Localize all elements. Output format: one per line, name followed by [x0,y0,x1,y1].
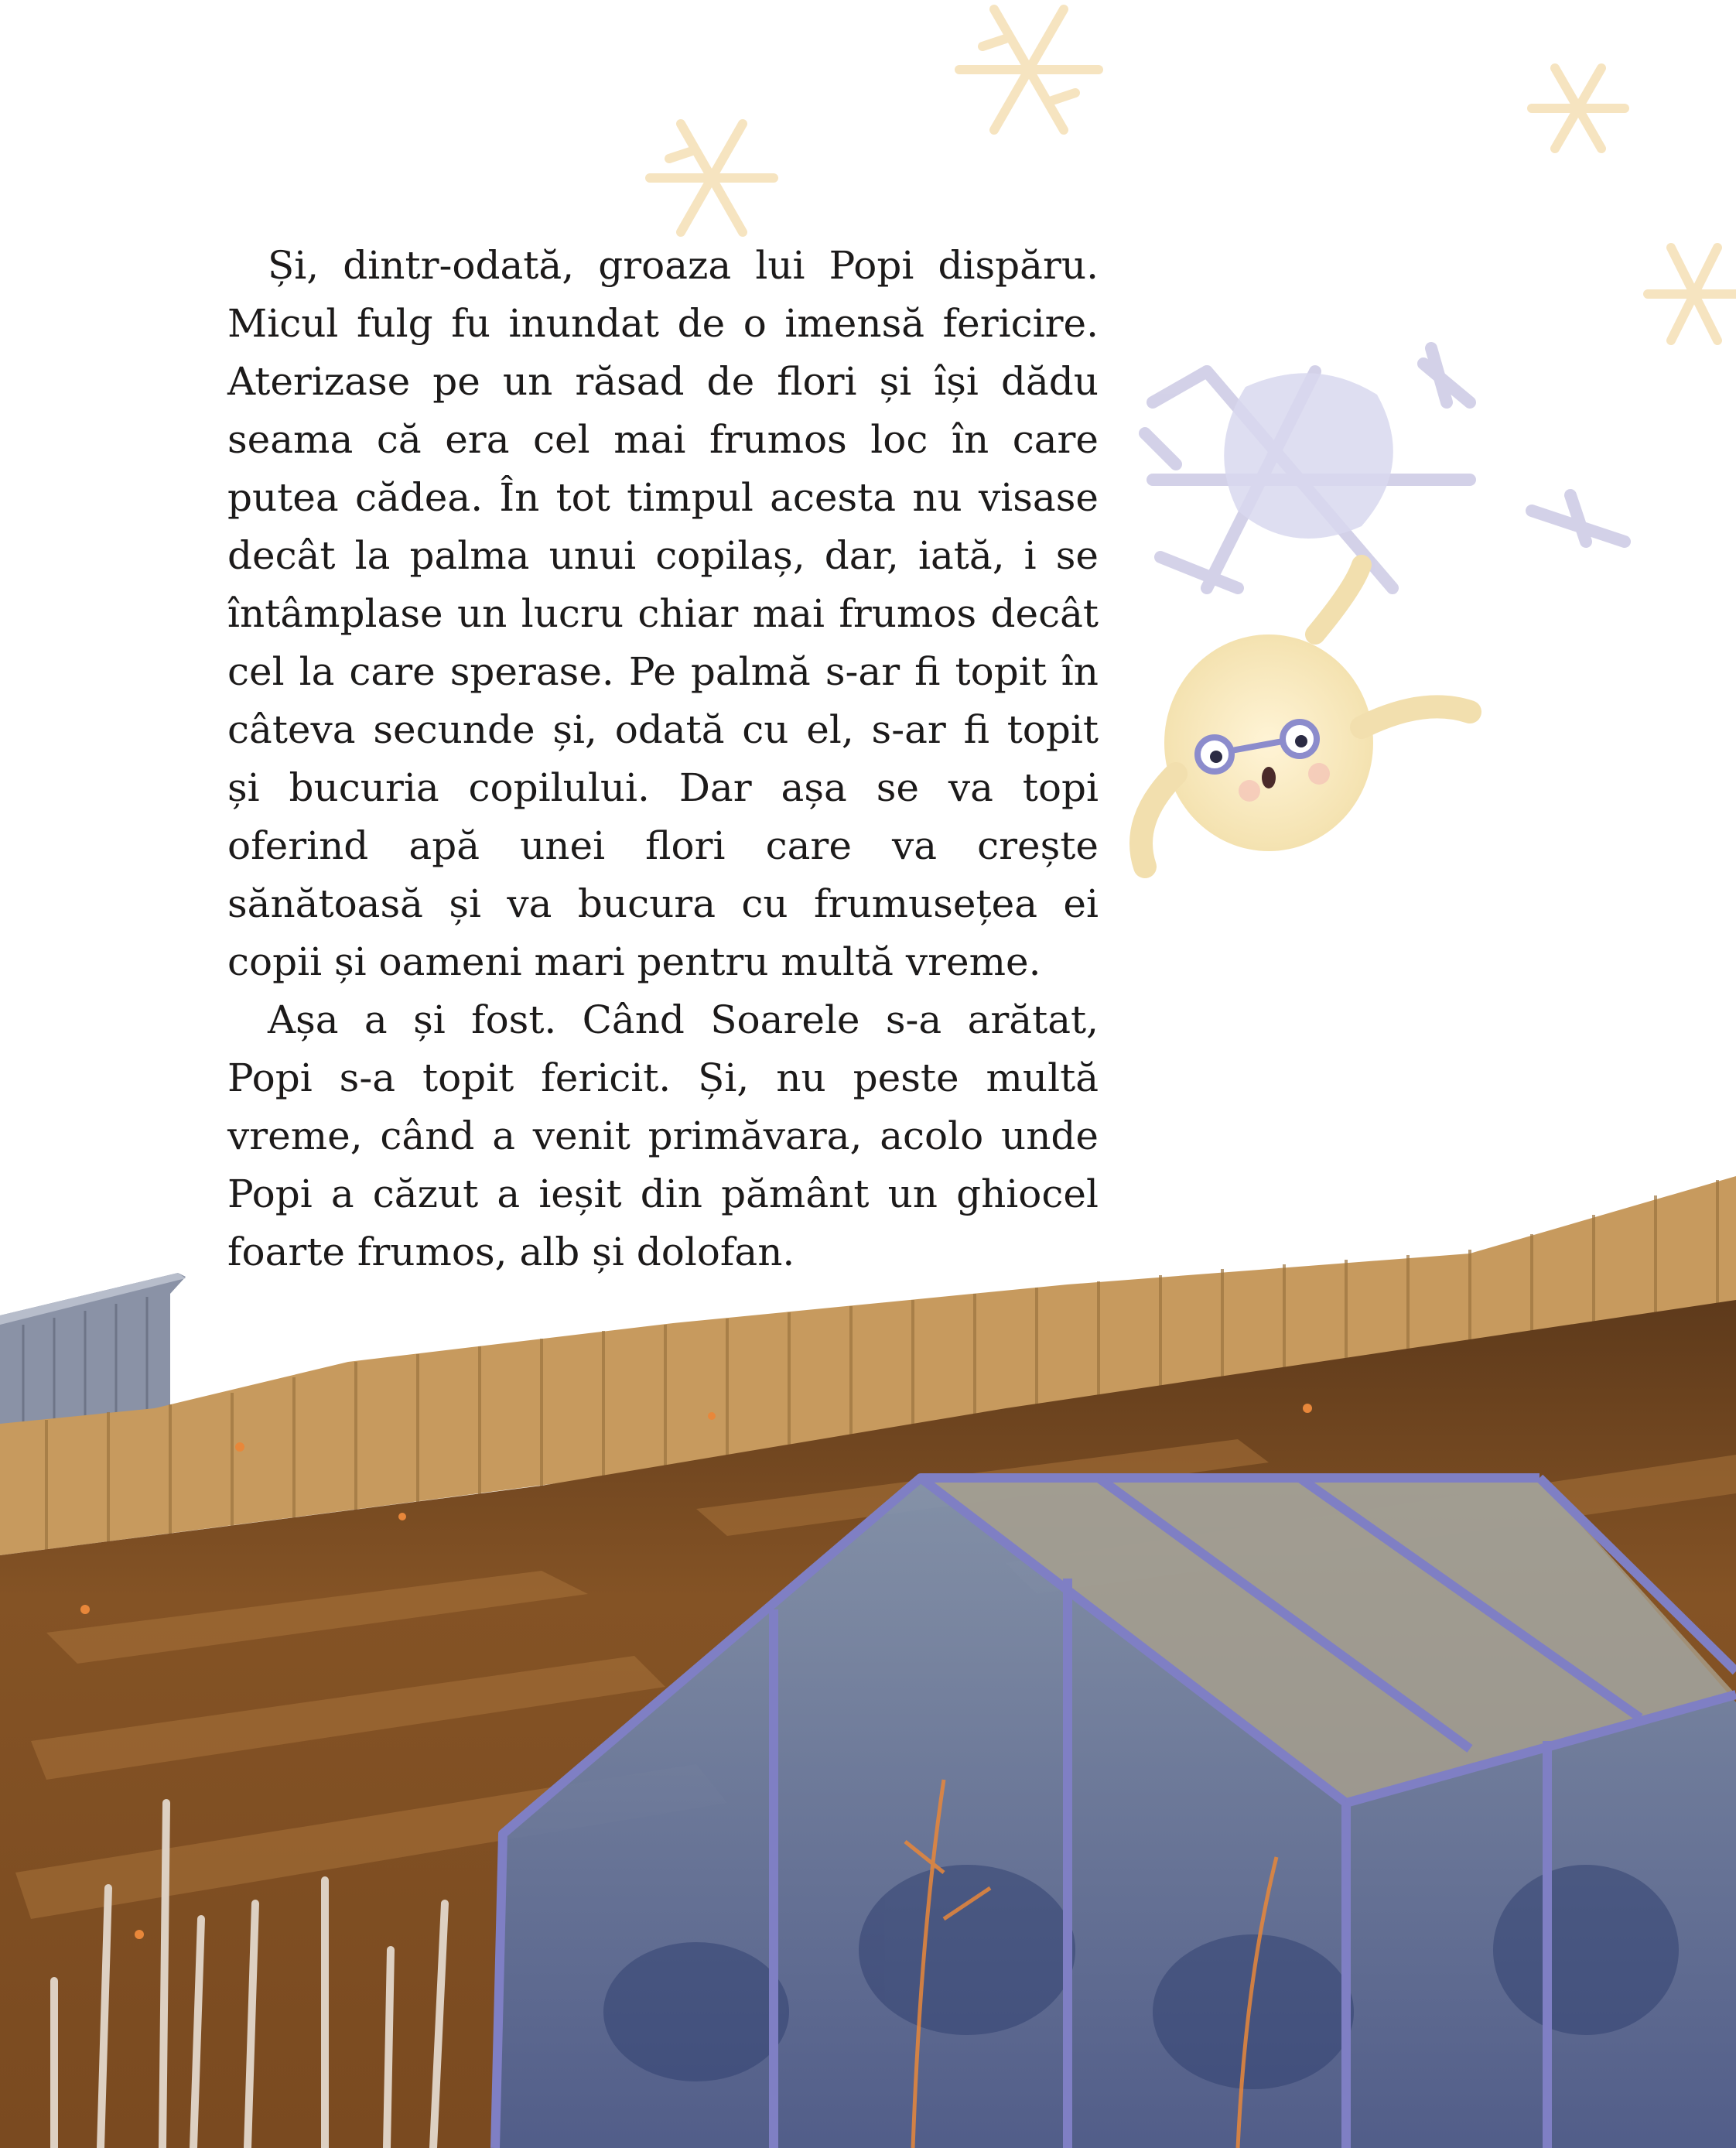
snowflake-character-popi [1141,348,1625,867]
story-paragraph: Așa a și fost. Când Soarele s-a arătat, Popi s-a topit fericit. Și, nu peste multă vreme, când a venit primăvara, acolo unde Popi a căzut a ieșit din pământ un ghiocel foarte frumos, alb și dolofan. [227,997,1099,1274]
shed [0,1273,186,1424]
story-paragraph: Și, dintr-odată, groaza lui Popi dispăru. Micul fulg fu inundat de o imensă fericire. Aterizase pe un răsad de flori și își dădu seama că era cel mai frumos loc în care putea cădea. În tot timpul acesta nu visase decât la palma unui copilaș, dar, iată, i se întâmplase un lucru chiar mai frumos decât cel la care sperase. Pe palmă s-ar fi topit în câteva secunde și, odată cu el, s-ar fi topit și bucuria copilului. Dar așa se va topi oferind apă unei flori care va crește sănătoasă și va bucura cu frumusețea ei copii și oameni mari pentru multă vreme. [227,243,1099,984]
story-text [227,237,1099,1281]
